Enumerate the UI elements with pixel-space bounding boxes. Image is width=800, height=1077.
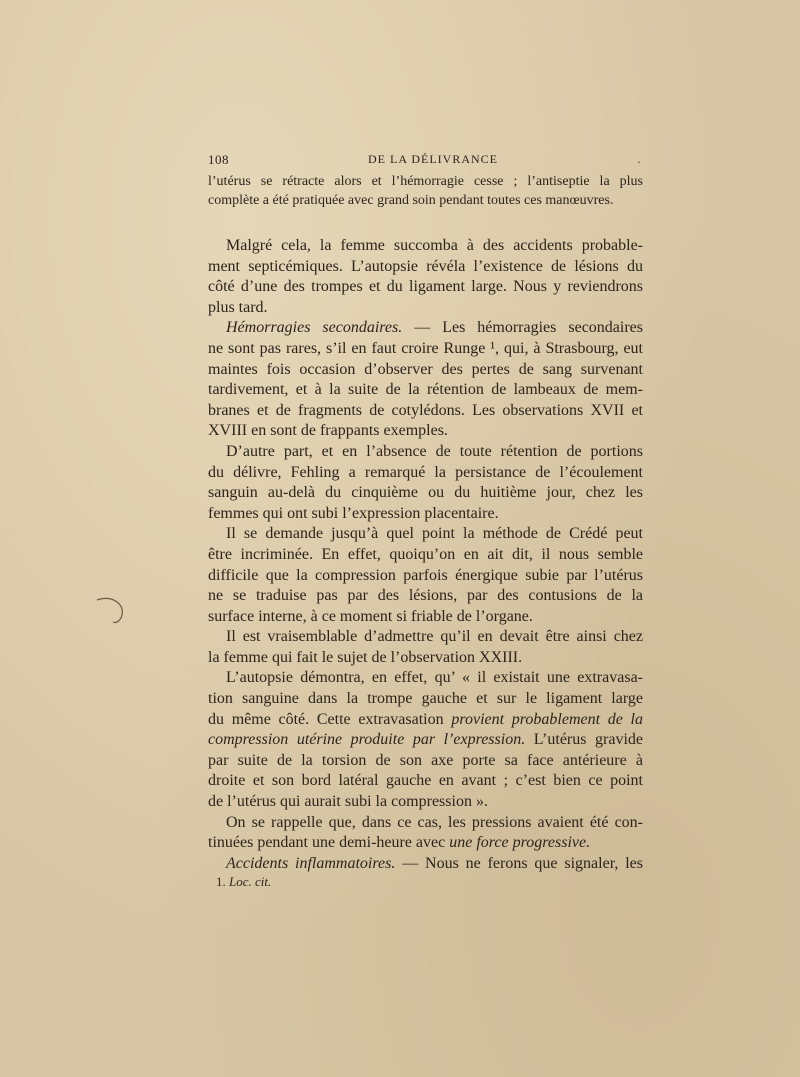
- text-line: complète a été pratiquée avec grand soin pendant toutes ces manœuvres.: [208, 193, 614, 208]
- footnote: [216, 874, 271, 890]
- margin-pencil-mark: [95, 594, 135, 628]
- header-dot: ·: [637, 158, 641, 169]
- quoted-italic: compression utérine produite par l’expression.: [208, 731, 526, 749]
- text-line: surface interne, à ce moment si friable de l’organe.: [208, 607, 533, 625]
- text-span: tinuées pendant une demi-heure avec: [208, 834, 450, 852]
- text-line: [208, 854, 643, 875]
- text-line: tardivement, et à la suite de la rétention de lambeaux de mem-: [208, 381, 643, 399]
- text-line: sanguin au-delà du cinquième ou du huitième jour, chez les: [208, 484, 643, 502]
- text-line: L’autopsie démontra, en effet, qu’ « il existait une extravasa-: [226, 669, 643, 687]
- text-line: plus tard.: [208, 298, 268, 316]
- text-line: maintes fois occasion d’observer des pertes de sang survenant: [208, 360, 643, 378]
- quoted-italic: provient probablement de la: [451, 710, 643, 728]
- text-line: ne sont pas rares, s’il en faut croire Runge ¹, qui, à Strasbourg, eut: [208, 339, 643, 357]
- text-line: tion sanguine dans la trompe gauche et sur le ligament large: [208, 690, 643, 708]
- text-line: Malgré cela, la femme succomba à des accidents probable-: [226, 237, 643, 254]
- footnote-text: Loc. cit.: [229, 874, 272, 889]
- text-line: XVIII en sont de frappants exemples.: [208, 422, 448, 440]
- text-span: L’utérus gravide: [525, 731, 643, 749]
- text-line: difficile que la compression parfois énergique subie par l’utérus: [208, 566, 643, 584]
- section-heading: Hémorragies secondaires.: [226, 319, 403, 337]
- text-line: femmes qui ont subi l’expression placentaire.: [208, 504, 499, 522]
- text-span: — Nous ne ferons que signaler, les: [395, 854, 643, 872]
- text-line: ne se traduise pas par des lésions, par des contusions de la: [208, 587, 643, 605]
- text-span: du même côté. Cette extravasation: [208, 710, 452, 728]
- footnote-number: 1.: [216, 874, 226, 889]
- emphasis-italic: une force progressive.: [449, 834, 591, 852]
- text-line: droite et son bord latéral gauche en avant ; c’est bien ce point: [208, 772, 643, 790]
- text-line: branes et de fragments de cotylédons. Les observations XVII et: [208, 401, 643, 419]
- text-line: [208, 318, 643, 339]
- text-line: la femme qui fait le sujet de l’observation XXIII.: [208, 648, 523, 666]
- section-heading: Accidents inflammatoires.: [226, 854, 396, 872]
- text-line: côté d’une des trompes et du ligament large. Nous y reviendrons: [208, 278, 643, 296]
- text-line: [208, 730, 643, 751]
- page-header: [208, 152, 643, 170]
- text-line: [208, 710, 643, 731]
- text-line: On se rappelle que, dans ce cas, les pressions avaient été con-: [226, 813, 643, 831]
- text-line: D’autre part, et en l’absence de toute rétention de portions: [226, 442, 643, 460]
- body-text: [208, 172, 643, 874]
- text-line: ment septicémiques. L’autopsie révéla l’existence de lésions du: [208, 257, 643, 275]
- text-line: de l’utérus qui aurait subi la compression ».: [208, 793, 488, 811]
- text-line: Il est vraisemblable d’admettre qu’il en devait être ainsi chez: [226, 628, 643, 646]
- text-line: du délivre, Fehling a remarqué la persistance de l’écoulement: [208, 463, 643, 481]
- paragraph-gap: [208, 210, 643, 236]
- text-span: — Les hémorragies secondaires: [402, 319, 643, 337]
- running-title: DE LA DÉLIVRANCE: [368, 152, 498, 166]
- page-number: 108: [208, 152, 229, 167]
- text-line: Il se demande jusqu’à quel point la méthode de Crédé peut: [226, 525, 643, 543]
- text-line: [208, 833, 643, 854]
- text-line: par suite de la torsion de son axe porte sa face antérieure à: [208, 751, 643, 769]
- text-line: l’utérus se rétracte alors et l’hémorragie cesse ; l’antiseptie la plus: [208, 174, 643, 189]
- text-line: être incriminée. En effet, quoiqu’on en ait dit, il nous semble: [208, 545, 643, 563]
